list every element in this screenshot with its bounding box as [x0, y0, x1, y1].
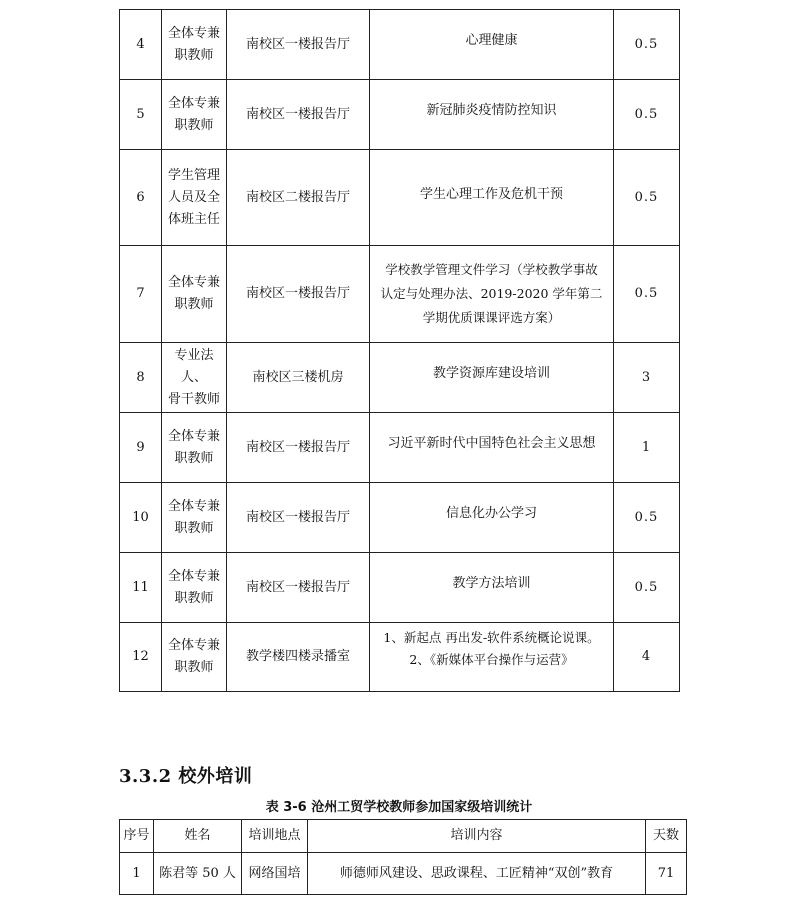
row-number: 9: [120, 413, 162, 483]
training-table-continued: [119, 9, 680, 692]
header-content: 培训内容: [308, 820, 646, 853]
participants: 学生管理 人员及全 体班主任: [162, 150, 227, 246]
training-content: 师德师风建设、思政课程、工匠精神“双创”教育: [308, 853, 646, 895]
training-content: 1、新起点 再出发-软件系统概论说课。 2、《新媒体平台操作与运营》: [370, 623, 614, 692]
table-row: [120, 553, 680, 623]
participants: 专业法人、 骨干教师: [162, 343, 227, 413]
location: 教学楼四楼录播室: [227, 623, 370, 692]
participants: 全体专兼 职教师: [162, 623, 227, 692]
table-row: [120, 853, 687, 895]
header-place: 培训地点: [242, 820, 308, 853]
row-number: 5: [120, 80, 162, 150]
row-number: 1: [120, 853, 154, 895]
training-content: 学校教学管理文件学习（学校教学事故 认定与处理办法、2019-2020 学年第二 学期优质课课评选方案）: [370, 246, 614, 343]
location: 南校区三楼机房: [227, 343, 370, 413]
row-number: 4: [120, 10, 162, 80]
training-content: 学生心理工作及危机干预: [370, 150, 614, 246]
row-number: 11: [120, 553, 162, 623]
days: 0.5: [614, 10, 680, 80]
days: 1: [614, 413, 680, 483]
participants: 全体专兼 职教师: [162, 413, 227, 483]
location: 南校区一楼报告厅: [227, 246, 370, 343]
participants: 全体专兼 职教师: [162, 483, 227, 553]
training-content: 心理健康: [370, 10, 614, 80]
participant-name: 陈君等 50 人: [154, 853, 242, 895]
location: 网络国培: [242, 853, 308, 895]
participants: 全体专兼 职教师: [162, 10, 227, 80]
section-heading: 3.3.2 校外培训: [119, 766, 253, 787]
days: 0.5: [614, 246, 680, 343]
table-header-row: [120, 820, 687, 853]
table-caption: 表 3-6 沧州工贸学校教师参加国家级培训统计: [265, 800, 533, 815]
table-row: [120, 413, 680, 483]
location: 南校区一楼报告厅: [227, 483, 370, 553]
table-row: [120, 343, 680, 413]
training-content: 信息化办公学习: [370, 483, 614, 553]
training-content: 习近平新时代中国特色社会主义思想: [370, 413, 614, 483]
days: 0.5: [614, 80, 680, 150]
header-name: 姓名: [154, 820, 242, 853]
training-content: 教学方法培训: [370, 553, 614, 623]
days: 0.5: [614, 553, 680, 623]
table-row: [120, 150, 680, 246]
days: 3: [614, 343, 680, 413]
row-number: 10: [120, 483, 162, 553]
days: 0.5: [614, 483, 680, 553]
location: 南校区二楼报告厅: [227, 150, 370, 246]
training-content: 教学资源库建设培训: [370, 343, 614, 413]
participants: 全体专兼 职教师: [162, 80, 227, 150]
row-number: 6: [120, 150, 162, 246]
location: 南校区一楼报告厅: [227, 80, 370, 150]
table-row: [120, 10, 680, 80]
training-content: 新冠肺炎疫情防控知识: [370, 80, 614, 150]
table-row: [120, 246, 680, 343]
participants: 全体专兼 职教师: [162, 553, 227, 623]
row-number: 12: [120, 623, 162, 692]
header-days: 天数: [646, 820, 687, 853]
table-row: [120, 623, 680, 692]
days: 71: [646, 853, 687, 895]
table-row: [120, 483, 680, 553]
row-number: 7: [120, 246, 162, 343]
header-no: 序号: [120, 820, 154, 853]
national-training-table: [119, 819, 687, 895]
days: 4: [614, 623, 680, 692]
row-number: 8: [120, 343, 162, 413]
days: 0.5: [614, 150, 680, 246]
table-row: [120, 80, 680, 150]
location: 南校区一楼报告厅: [227, 413, 370, 483]
location: 南校区一楼报告厅: [227, 10, 370, 80]
participants: 全体专兼 职教师: [162, 246, 227, 343]
location: 南校区一楼报告厅: [227, 553, 370, 623]
